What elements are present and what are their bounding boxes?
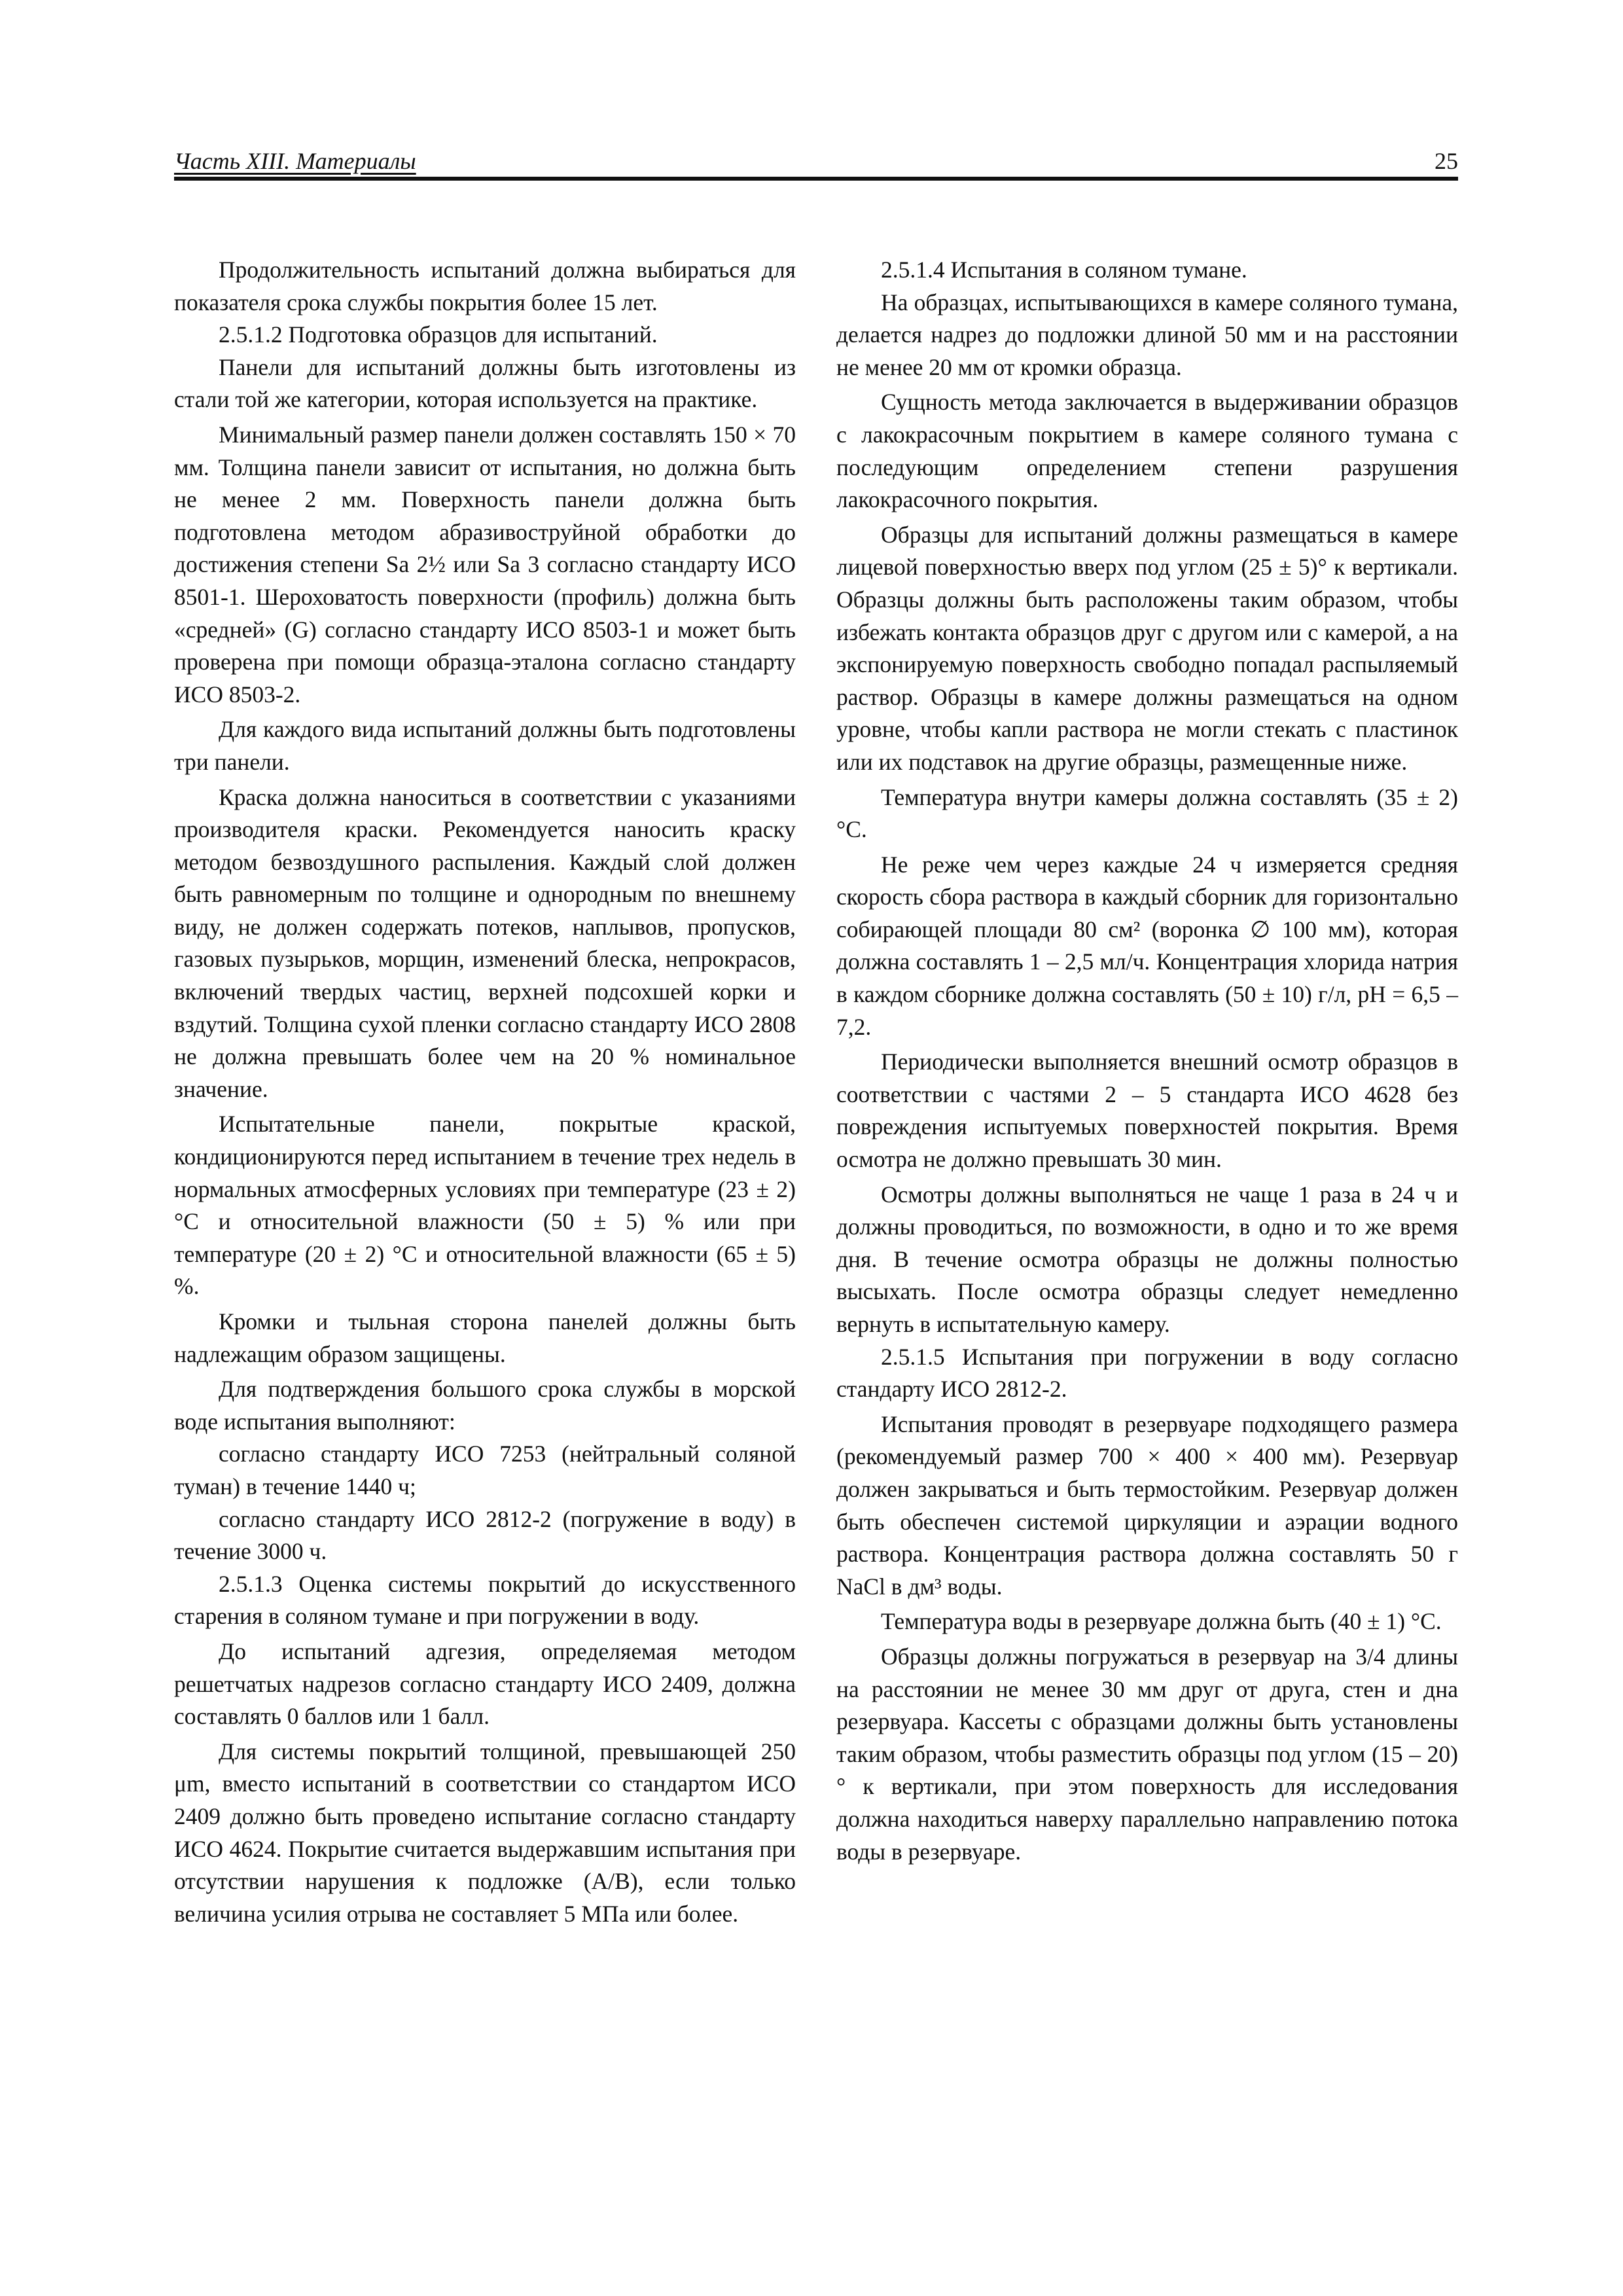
paragraph: Минимальный размер панели должен составлять 150 × 70 мм. Толщина панели зависит от испытания, но должна быть не менее 2 мм. Поверхность панели должна быть подготовлена методом абразивоструйной обработки до достижения степени Sa 2½ или Sa 3 согласно стандарту ИСО 8501-1. Шероховатость поверхности (профиль) должна быть «средней» (G) согласно стандарту ИСО 8503-1 и может быть проверена при помощи образца-эталона согласно стандарту ИСО 8503-2. [174,421,796,708]
section-heading: 2.5.1.2 Подготовка образцов для испытаний. [219,321,658,348]
paragraph: Краска должна наноситься в соответствии с указаниями производителя краски. Рекомендуется наносить краску методом безвоздушного распыления. Каждый слой должен быть равномерным по толщине и однородным по внешнему виду, не должен содержать потеков, наплывов, пропусков, газовых пузырьков, морщин, изменений блеска, непрокрасов, включений твердых частиц, верхней подсохшей корки и вздутий. Толщина сухой пленки согласно стандарту ИСО 2808 не должна превышать более чем на 20 % номинальное значение. [174,783,796,1102]
left-column [174,254,796,1930]
page-header [174,143,1458,179]
paragraph: Образцы должны погружаться в резервуар на 3/4 длины на расстоянии не менее 30 мм друг от друга, стен и дна резервуара. Кассеты с образцами должны быть установлены таким образом, чтобы разместить образцы под углом (15 – 20)° к вертикали, при этом поверхность для исследования должна находиться наверху параллельно направлению потока воды в резервуаре. [836,1643,1458,1865]
paragraph: Для каждого вида испытаний должны быть подготовлены три панели. [174,716,796,775]
paragraph: Температура внутри камеры должна составлять (35 ± 2) °С. [836,783,1458,843]
page-number: 25 [1435,148,1458,174]
paragraph: Сущность метода заключается в выдерживании образцов с лакокрасочным покрытием в камере соляного тумана с последующим определением степени разрушения лакокрасочного покрытия. [836,389,1458,513]
list-item: согласно стандарту ИСО 2812-2 (погружение в воду) в течение 3000 ч. [174,1505,796,1565]
paragraph: Испытательные панели, покрытые краской, кондиционируются перед испытанием в течение трех недель в нормальных атмосферных условиях при температуре (23 ± 2) °С и относительной влажности (50 ± 5) % или при температуре (20 ± 2) °С и относительной влажности (65 ± 5) %. [174,1111,796,1300]
paragraph: Кромки и тыльная сторона панелей должны быть надлежащим образом защищены. [174,1308,796,1367]
paragraph: Образцы для испытаний должны размещаться в камере лицевой поверхностью вверх под углом (25 ± 5)° к вертикали. Образцы должны быть расположены таким образом, чтобы избежать контакта образцов друг с другом или с камерой, а на экспонируемую поверхность свободно попадал распыляемый раствор. Образцы в камере должны размещаться на одном уровне, чтобы капли раствора не могли стекать с пластинок или их подставок на другие образцы, размещенные ниже. [836,521,1458,775]
paragraph: Продолжительность испытаний должна выбираться для показателя срока службы покрытия более 15 лет. [174,257,796,315]
section-heading: 2.5.1.4 Испытания в соляном тумане. [881,257,1247,283]
paragraph: Для подтверждения большого срока службы в морской воде испытания выполняют: [174,1376,796,1435]
list-item: согласно стандарту ИСО 7253 (нейтральный соляной туман) в течение 1440 ч; [174,1441,796,1499]
section-heading: 2.5.1.3 Оценка системы покрытий до искусственного старения в соляном тумане и при погружении в воду. [174,1570,796,1630]
paragraph: Для системы покрытий толщиной, превышающей 250 μm, вместо испытаний в соответствии со стандартом ИСО 2409 должно быть проведено испытание согласно стандарту ИСО 4624. Покрытие считается выдержавшим испытания при отсутствии нарушения к подложке (A/B), если только величина усилия отрыва не составляет 5 МПа или более. [174,1738,796,1927]
paragraph: Осмотры должны выполняться не чаще 1 раза в 24 ч и должны проводиться, по возможности, в одно и то же время дня. В течение осмотра образцы не должны полностью высыхать. После осмотра образцы следует немедленно вернуть в испытательную камеру. [836,1181,1458,1337]
header-rule [174,177,1458,181]
paragraph: Не реже чем через каждые 24 ч измеряется средняя скорость сбора раствора в каждый сборник для горизонтально собирающей площади 80 см² (воронка ∅ 100 мм), которая должна составлять 1 – 2,5 мл/ч. Концентрация хлорида натрия в каждом сборнике должна составлять (50 ± 10) г/л, pH = 6,5 – 7,2. [836,851,1458,1040]
paragraph: На образцах, испытывающихся в камере соляного тумана, делается надрез до подложки длиной 50 мм и на расстоянии не менее 20 мм от кромки образца. [836,289,1458,380]
section-heading: 2.5.1.5 Испытания при погружении в воду согласно стандарту ИСО 2812-2. [836,1343,1458,1403]
paragraph: Периодически выполняется внешний осмотр образцов в соответствии с частями 2 – 5 стандарта ИСО 4628 без повреждения испытуемых поверхностей покрытия. Время осмотра не должно превышать 30 мин. [836,1049,1458,1173]
right-column [836,254,1458,1868]
paragraph: До испытаний адгезия, определяемая методом решетчатых надрезов согласно стандарту ИСО 2409, должна составлять 0 баллов или 1 балл. [174,1638,796,1730]
paragraph: Панели для испытаний должны быть изготовлены из стали той же категории, которая используется на практике. [174,353,796,413]
paragraph: Испытания проводят в резервуаре подходящего размера (рекомендуемый размер 700 × 400 × 400 мм). Резервуар должен закрываться и быть термостойким. Резервуар должен быть обеспечен системой циркуляции и аэрации водного раствора. Концентрация раствора должна составлять 50 г NaCl в дм³ воды. [836,1410,1458,1600]
paragraph: Температура воды в резервуаре должна быть (40 ± 1) °С. [881,1608,1442,1635]
running-title: Часть XIII. Материалы [174,148,416,174]
